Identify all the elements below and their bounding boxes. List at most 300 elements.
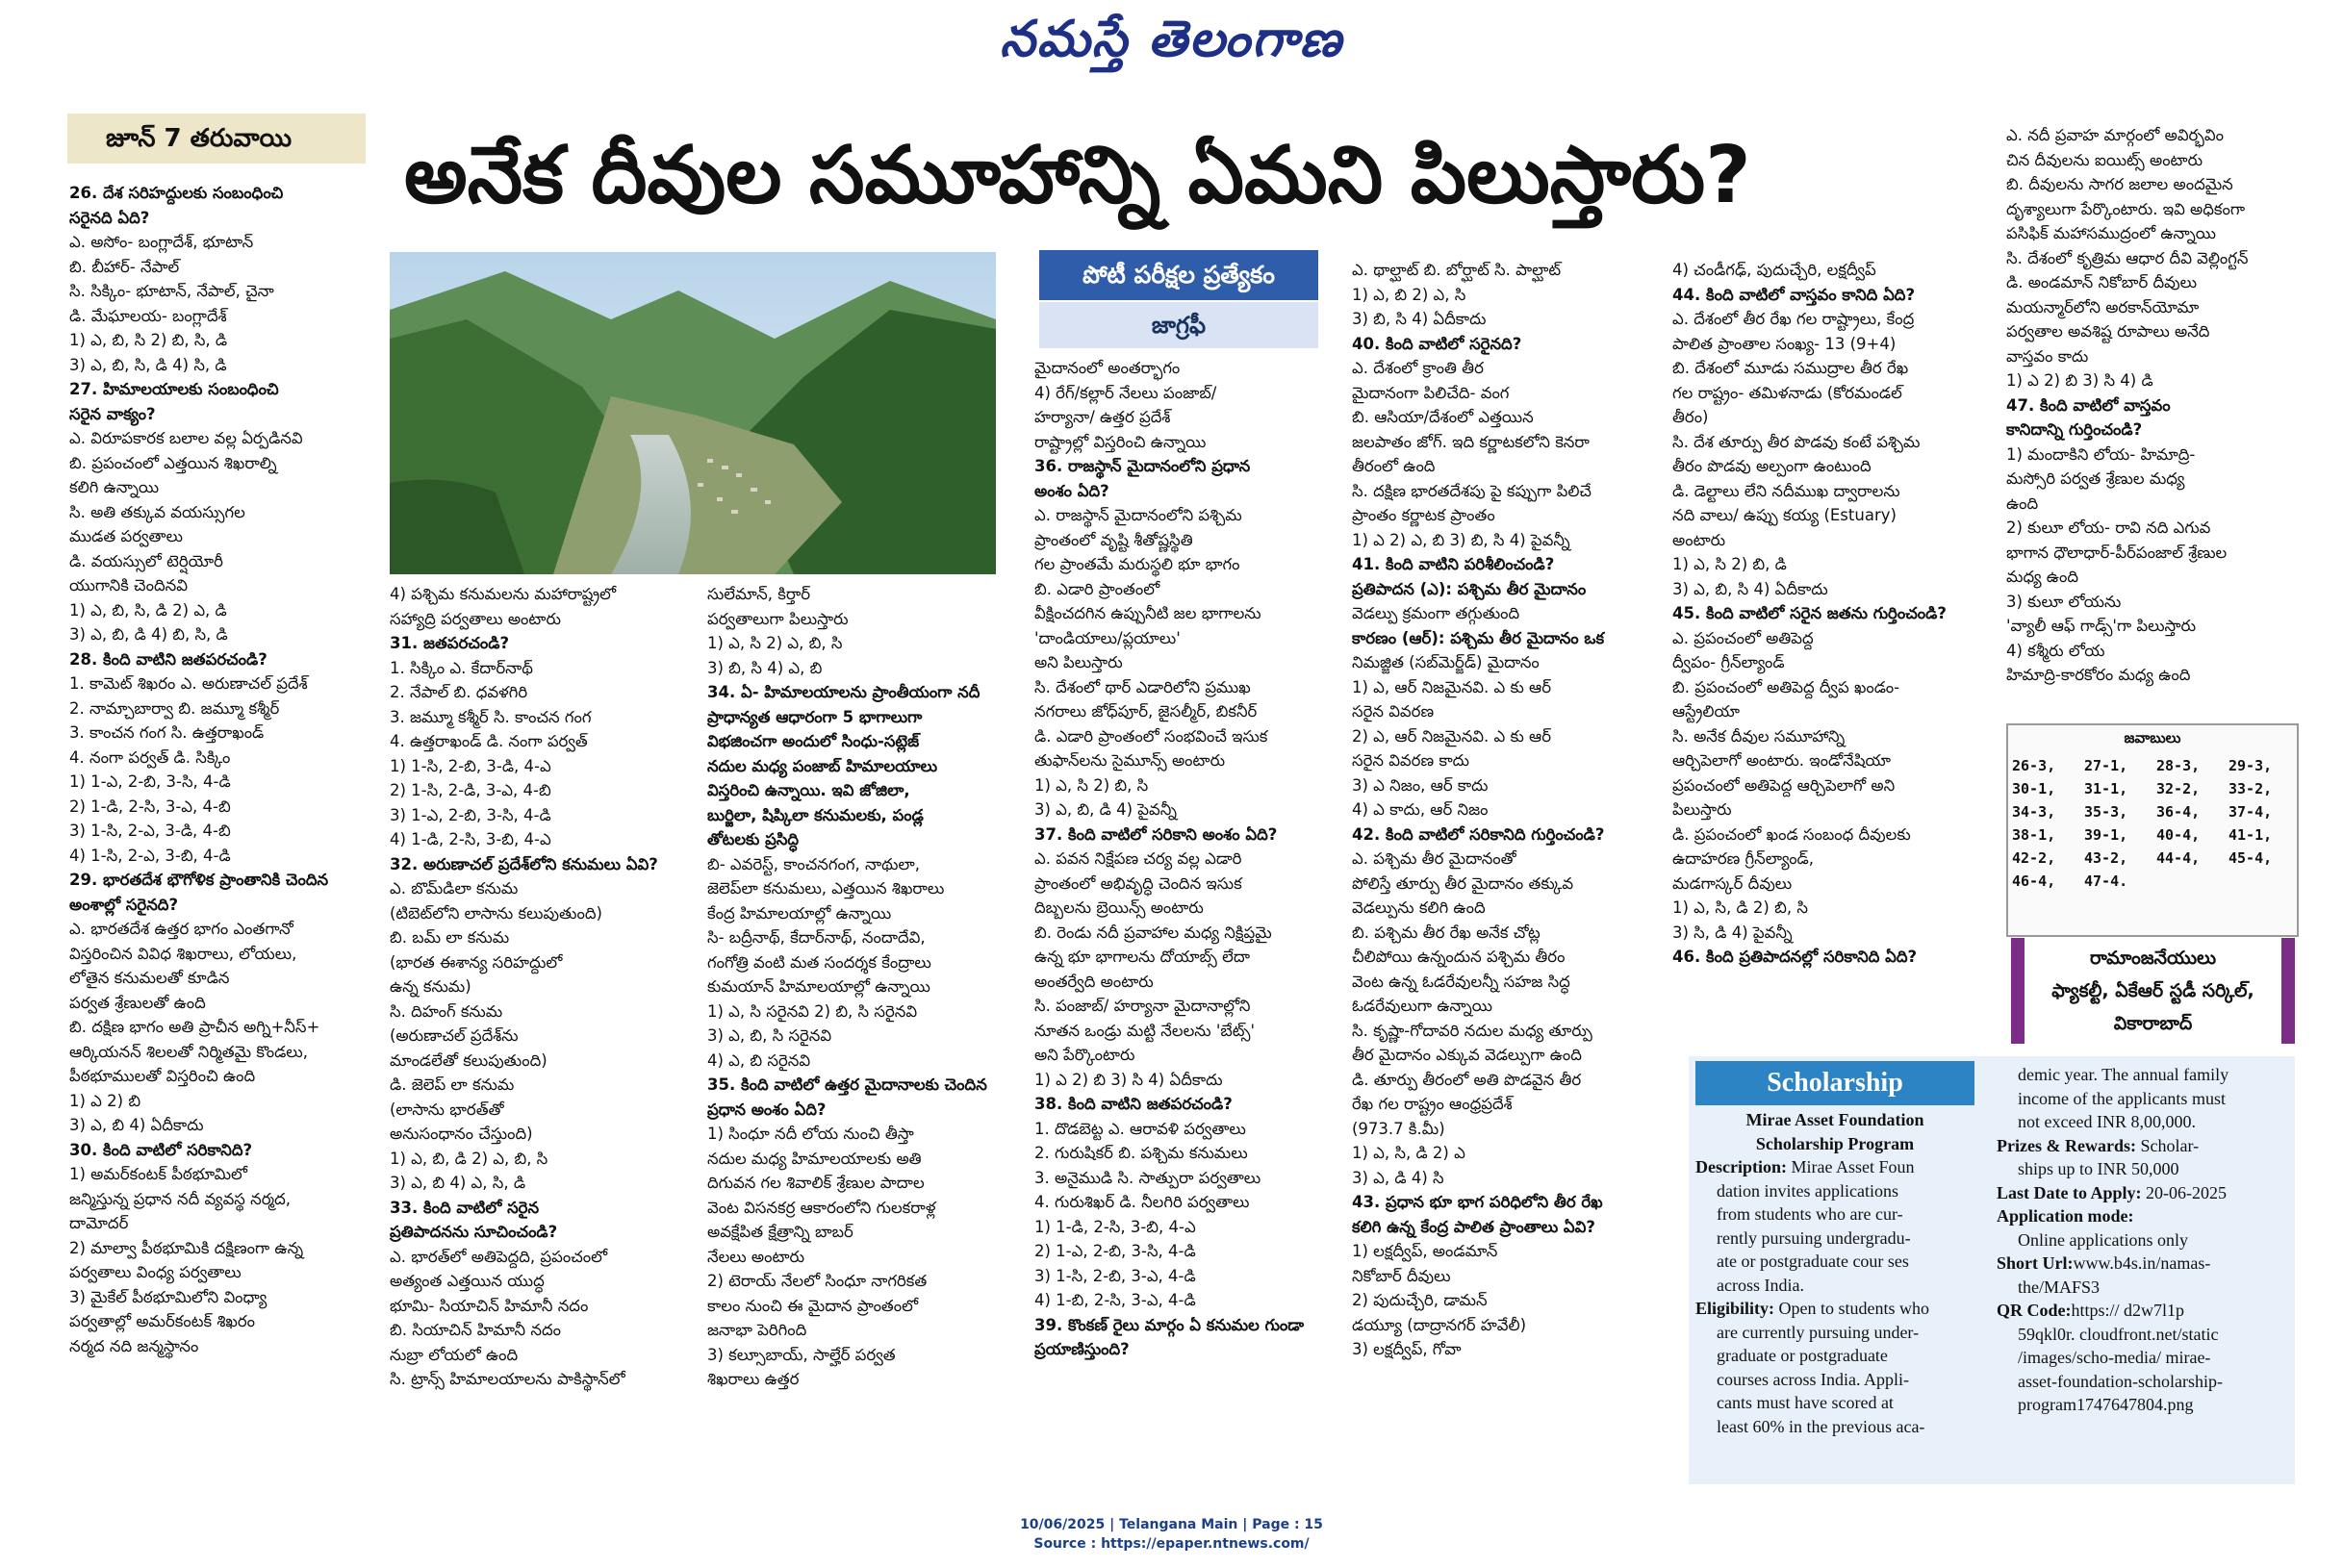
text-line: 1) ఎ 2) ఎ, బి 3) బి, సి 4) పైవన్నీ: [1352, 530, 1570, 549]
text-line: వెడల్పును కలిగి ఉంది: [1352, 898, 1486, 917]
scholarship-line: graduate or postgraduate: [1717, 1346, 1888, 1365]
text-line: ప్రాంతంలో అభివృద్ధి చెందిన ఇసుక: [1034, 873, 1242, 893]
text-line: 1) ఎ 2) బి 3) సి 4) ఏదీకాదు: [1034, 1070, 1223, 1089]
text-line: డి. తూర్పు తీరంలో అతి పొడవైన తీర: [1352, 1070, 1582, 1089]
text-line: అంటారు: [1672, 530, 1726, 549]
scholarship-line: cants must have scored at: [1717, 1393, 1894, 1412]
text-line: ఎ. బొమ్‌డిలా కనుమ: [390, 879, 519, 898]
scholarship-line: QR Code:https:// d2w7l1p: [1997, 1301, 2185, 1320]
question-line: 40. కింది వాటిలో సరైనది?: [1352, 334, 1522, 353]
answer-cell: 37-4,: [2228, 803, 2273, 821]
text-line: ఎ. భారత్‌లో అతిపెద్దది, ప్రపంచంలో: [390, 1247, 608, 1266]
scholarship-line: Online applications only: [2018, 1229, 2188, 1250]
question-line: నదుల మధ్య పంజాబ్ హిమాలయాలు: [707, 756, 938, 775]
question-line: 30. కింది వాటిలో సరికానిది?: [69, 1140, 253, 1159]
text-line: 'దాండియాలు/ప్లయాలు': [1034, 628, 1181, 647]
text-line: నికోబార్ దీవులు: [1352, 1266, 1451, 1285]
answer-row: [2008, 800, 2297, 823]
question-line: 35. కింది వాటిలో ఉత్తర మైదానాలకు చెందిన: [707, 1075, 987, 1094]
scholarship-line: income of the applicants must: [2018, 1088, 2226, 1108]
text-line: 1) ఎ, సి 2) ఎ, బి, సి: [707, 634, 843, 652]
text-line: 3) బి, సి 4) ఏదీకాదు: [1352, 310, 1487, 328]
text-line: డి. ప్రపంచంలో ఖండ సంబంధ దీవులకు: [1672, 824, 1911, 844]
text-line: 1) లక్షద్వీప్, అండమాన్: [1352, 1242, 1498, 1260]
scholarship-line: ships up to INR 50,000: [2018, 1159, 2179, 1178]
text-line: నర్మద నది జన్మస్థానం: [69, 1336, 199, 1355]
text-column-2: [390, 582, 678, 1392]
text-line: 2. నేపాల్ బి. ధవళగిరి: [390, 683, 528, 701]
question-line: 39. కొంకణ్ రైలు మార్గం ఏ కనుమల గుండా: [1034, 1315, 1305, 1334]
text-line: 3) ఎ, బి, సి 4) ఏదీకాదు: [1672, 579, 1828, 598]
text-line: 4) 1-బి, 2-సి, 3-ఎ, 4-డి: [1034, 1291, 1196, 1309]
text-line: 2. గురుషికర్ బి. పశ్చిమ కనుమలు: [1034, 1144, 1248, 1162]
text-line: 3) ఎ, బి, సి సరైనవి: [707, 1026, 832, 1045]
text-line: భూమి- సియాచిన్ హిమానీ నదం: [390, 1296, 589, 1315]
text-line: 4) కశ్మీరు లోయ: [2006, 641, 2105, 660]
text-line: ఉన్న కనుమ): [390, 977, 471, 996]
text-line: సరైన వివరణ: [1352, 702, 1435, 721]
scholarship-line: Eligibility: Open to students who: [1695, 1299, 1930, 1318]
text-line: నుబ్రా లోయలో ఉంది: [390, 1345, 519, 1364]
text-line: 3) 1-సి, 2-ఎ, 3-డి, 4-బి: [69, 822, 231, 840]
text-line: 1. సిక్కిం ఎ. కేదార్‌నాథ్: [390, 658, 533, 677]
answer-cell: 31-1,: [2084, 780, 2128, 797]
scholarship-line: rently pursuing undergradu-: [1717, 1227, 1911, 1248]
text-line: ఉంది: [2006, 493, 2039, 513]
text-line: (భారత ఈశాన్య సరిహద్దులో: [390, 952, 563, 972]
text-line: కుమయాన్ హిమాలయాల్లో ఉన్నాయి: [707, 977, 930, 996]
text-line: మడగాస్కర్ దీవులు: [1672, 873, 1793, 893]
text-line: 3) సి, డి 4) పైవన్నీ: [1672, 923, 1793, 942]
text-line: ప్రపంచంలో అతిపెద్ద ఆర్చిపెలాగో అని: [1672, 775, 1896, 795]
text-line: 4) 1-డి, 2-సి, 3-బి, 4-ఎ: [390, 830, 551, 848]
text-line: యుగానికి చెందినవి: [69, 576, 188, 594]
text-line: వెంట ఉన్న ఓడరేవులన్నీ సహజ సిద్ధ: [1352, 972, 1570, 991]
text-line: దిగువన గల శివాలిక్ శ్రేణుల పాదాల: [707, 1174, 925, 1192]
question-line: 38. కింది వాటిని జతపరచండి?: [1034, 1095, 1233, 1113]
text-line: 2) 1-సి, 2-డి, 3-ఎ, 4-బి: [390, 781, 551, 799]
text-line: సి. అనేక దీవుల సమూహాన్ని: [1672, 726, 1846, 746]
valley-photo: [390, 252, 996, 574]
text-line: సులేమాన్, కిర్తార్: [707, 585, 811, 603]
text-line: డి. వయస్సులో టెర్షియోరీ: [69, 551, 223, 570]
question-line: 45. కింది వాటిలో సరైన జతను గుర్తించండి?: [1672, 604, 1947, 622]
text-line: 1) ఎ, సి సరైనవి 2) బి, సి సరైనవి: [707, 1001, 918, 1021]
text-line: నేలలు అంటారు: [707, 1247, 805, 1266]
valley-photo-icon: [390, 252, 996, 574]
text-line: ఎ. అసోం- బంగ్లాదేశ్, భూటాన్: [69, 233, 254, 251]
scholarship-line: demic year. The annual family: [2018, 1065, 2229, 1084]
text-line: 1. దొడబెట్ట ఎ. ఆరావళి పర్వతాలు: [1034, 1119, 1246, 1138]
text-line: పర్వతాల అవశిష్ట రూపాలు అనేది: [2006, 322, 2210, 341]
article-headline: అనేక దీవుల సమూహాన్ని ఏమని పిలుస్తారు?: [404, 130, 1751, 221]
text-line: రాష్ట్రాల్లో విస్తరించి ఉన్నాయి: [1034, 432, 1207, 451]
text-line: సి. పంజాబ్/ హర్యానా మైదానాల్లోని: [1034, 997, 1251, 1015]
text-line: 1) ఎ, బి 2) ఎ, సి: [1352, 285, 1466, 304]
question-line: 32. అరుణాచల్ ప్రదేశ్‌లోని కనుమలు ఏవి?: [390, 854, 658, 873]
text-line: బి- ఎవరెస్ట్, కాంచనగంగ, నాథులా,: [707, 854, 920, 873]
text-line: 3) ఎ, బి 4) ఎ, సి, డి: [390, 1174, 526, 1192]
text-line: 2) మాల్వా పీఠభూమికి దక్షిణంగా ఉన్న: [69, 1238, 304, 1257]
text-line: బి. సియాచిన్ హిమానీ నదం: [390, 1321, 561, 1339]
text-line: వెంట విసనకర్ర ఆకారంలోని గులకరాళ్ల: [707, 1198, 936, 1217]
scholarship-left-column: [1695, 1108, 1974, 1438]
text-line: పర్వతాల్లో అమర్‌కంటక్ శిఖరం: [69, 1312, 256, 1330]
question-line: ప్రధాన అంశం ఏది?: [707, 1100, 827, 1119]
question-line: 41. కింది వాటిని పరిశీలించండి?: [1352, 555, 1555, 573]
text-line: తీరంలో ఉంది: [1352, 457, 1436, 475]
text-line: మస్సోరి పర్వత శ్రేణుల మధ్య: [2006, 469, 2185, 488]
text-line: 2) ఎ, ఆర్ నిజమైనవి. ఎ కు ఆర్: [1352, 726, 1551, 746]
text-line: మాండలేతో కలుపుతుంది): [390, 1050, 548, 1070]
text-line: పర్వతాలుగా పిలుస్తారు: [707, 609, 849, 628]
text-line: మధ్య ఉంది: [2006, 568, 2078, 586]
text-line: విస్తరించిన వివిధ శిఖరాలు, లోయలు,: [69, 944, 297, 963]
text-line: 1) 1-సి, 2-బి, 3-డి, 4-ఎ: [390, 756, 551, 775]
text-line: 1) ఎ, బి, సి 2) బి, సి, డి: [69, 331, 228, 349]
text-line: బి. దీవులను సాగర జలాల అందమైన: [2006, 175, 2233, 193]
question-line: అంశం ఏది?: [1034, 481, 1109, 500]
text-line: ప్రాంతం కర్ణాటక ప్రాంతం: [1352, 506, 1495, 524]
answer-key-title: జవాబులు: [2124, 729, 2181, 746]
question-line: 34. ఏ- హిమాలయాలను ప్రాంతీయంగా నదీ: [707, 683, 980, 701]
text-line: పాలిత ప్రాంతాల సంఖ్య- 13 (9+4): [1672, 334, 1897, 353]
question-line: 44. కింది వాటిలో వాస్తవం కానిది ఏది?: [1672, 285, 1916, 304]
text-line: డి. మేఘాలయ- బంగ్లాదేశ్: [69, 306, 227, 325]
scholarship-line: Description: Mirae Asset Foun: [1695, 1157, 1915, 1176]
answer-cell: 47-4.: [2084, 873, 2128, 890]
scholarship-line: Application mode:: [1997, 1206, 2134, 1226]
continuation-label: జూన్ 7 తరువాయి: [67, 114, 366, 164]
text-line: ఎ. ప్రపంచంలో అతిపెద్ద: [1672, 628, 1814, 647]
answer-cell: 32-2,: [2156, 780, 2201, 797]
text-line: 4) పశ్చిమ కనుమలను మహారాష్ట్రలో: [390, 585, 617, 603]
scholarship-line: /images/scho-media/ mirae-: [2018, 1348, 2211, 1367]
author-location: వికారాబాద్: [2113, 1013, 2193, 1034]
answer-cell: 29-3,: [2228, 757, 2273, 774]
text-line: ఎ. విరూపకారక బలాల వల్ల ఏర్పడినవి: [69, 429, 303, 447]
scholarship-line: Scholarship Program: [1755, 1133, 1915, 1153]
answer-cell: 36-4,: [2156, 803, 2201, 821]
answer-cell: 28-3,: [2156, 757, 2201, 774]
text-line: డి. డెల్టాలు లేని నదీముఖ ద్వారాలను: [1672, 481, 1900, 500]
text-line: 'వ్యాలీ ఆఫ్ గాడ్స్'గా పిలుస్తారు: [2006, 617, 2197, 635]
question-line: 31. జతపరచండి?: [390, 634, 510, 652]
text-line: 3) ఎ, బి 4) ఏదీకాదు: [69, 1116, 204, 1134]
answer-cell: 42-2,: [2012, 849, 2056, 867]
text-line: బి. బీహార్- నేపాల్: [69, 257, 180, 276]
text-line: 1) ఎ 2) బి: [69, 1091, 141, 1110]
question-line: 36. రాజస్థాన్ మైదానంలోని ప్రధాన: [1034, 457, 1251, 475]
text-line: 2) టెరాయ్ నేలలో సింధూ నాగరికత: [707, 1272, 928, 1290]
text-line: 1) ఎ, సి, డి 2) ఎ: [1352, 1144, 1465, 1162]
question-line: 27. హిమాలయాలకు సంబంధించి: [69, 380, 279, 398]
text-line: 2) కులూ లోయ- రావి నది ఎగువ: [2006, 518, 2211, 537]
text-line: 1) ఎ, సి, డి 2) బి, సి: [1672, 898, 1808, 917]
answer-cell: 27-1,: [2084, 757, 2128, 774]
text-line: 3) 1-సి, 2-బి, 3-ఎ, 4-డి: [1034, 1266, 1196, 1285]
text-line: ఆర్చిపెలాగో అంటారు. ఇండోనేషియా: [1672, 751, 1892, 770]
text-line: మయన్మార్‌లోని అరకాన్‌యోమా: [2006, 297, 2200, 316]
answer-key-box: [2006, 723, 2299, 937]
text-line: 2. నామ్చాబార్వా బి. జమ్మూ కశ్మీర్: [69, 698, 280, 718]
text-line: 4) ఎ, బి సరైనవి: [707, 1050, 811, 1070]
text-line: ఎ. భారతదేశ ఉత్తర భాగం ఎంతగానో: [69, 920, 293, 938]
text-line: అని పేర్కొంటారు: [1034, 1046, 1135, 1064]
text-line: 3. కాంచన గంగ సి. ఉత్తరాఖండ్: [69, 723, 265, 742]
text-line: సి. ట్రాన్స్ హిమాలయాలను పాకిస్థాన్‌లో: [390, 1370, 625, 1388]
text-line: 1) ఎ, సి 2) బి, సి: [1034, 775, 1149, 795]
text-line: పర్వత శ్రేణులతో ఉంది: [69, 993, 206, 1012]
text-line: 3) ఎ, బి, డి 4) బి, సి, డి: [69, 625, 228, 644]
scholarship-line: across India.: [1717, 1275, 1804, 1295]
text-line: 4) 1-సి, 2-ఎ, 3-బి, 4-డి: [69, 846, 231, 865]
text-line: ఉదాహరణ గ్రీన్‌ల్యాండ్,: [1672, 849, 1815, 868]
text-line: అత్యంత ఎత్తయిన యుద్ధ: [390, 1272, 545, 1290]
scholarship-right-column: [1997, 1063, 2285, 1417]
text-line: లోతైన కనుమలతో కూడిన: [69, 969, 230, 987]
text-line: మైదానంగా పిలిచేది- వంగ: [1352, 383, 1510, 402]
text-line: నూతన ఒండ్రు మట్టి నేలలను 'బేట్స్': [1034, 1021, 1255, 1040]
text-line: పోలిస్తే తూర్పు తీర మైదానం తక్కువ: [1352, 873, 1574, 893]
question-line: కలిగి ఉన్న కేంద్ర పాలిత ప్రాంతాలు ఏవి?: [1352, 1217, 1595, 1236]
answer-cell: 38-1,: [2012, 826, 2056, 844]
text-line: తీరం పొడవు అల్పంగా ఉంటుంది: [1672, 457, 1872, 475]
question-line: ప్రయాణిస్తుంది?: [1034, 1340, 1130, 1358]
question-line: అంశాల్లో సరైనది?: [69, 895, 179, 914]
text-line: సి. సిక్కిం- భూటాన్, నేపాల్, చైనా: [69, 282, 274, 300]
text-line: సి. అతి తక్కువ వయస్సుగల: [69, 502, 245, 521]
text-line: 4) రేగ్/కల్లార్ నేలలు పంజాబ్/: [1034, 383, 1217, 402]
answer-row: [2008, 754, 2297, 777]
text-line: సహ్యాద్రి పర్వతాలు అంటారు: [390, 609, 561, 628]
text-line: 3) ఎ, డి 4) సి: [1352, 1168, 1444, 1187]
text-line: నదుల మధ్య హిమాలయాలకు అతి: [707, 1149, 922, 1168]
text-line: డి. ఎడారి ప్రాంతంలో సంభవించే ఇసుక: [1034, 726, 1268, 746]
text-line: 1) ఎ, బి, డి 2) ఎ, బి, సి: [390, 1149, 548, 1168]
text-line: బి. రెండు నదీ ప్రవాహాల మధ్య నిక్షిప్తమై: [1034, 923, 1272, 942]
text-line: హర్యానా/ ఉత్తర ప్రదేశ్: [1034, 408, 1171, 426]
text-line: అంతర్వేది అంటారు: [1034, 972, 1154, 991]
footer-source: Source : https://epaper.ntnews.com/: [1033, 1536, 1310, 1552]
text-line: 3. జమ్మూ కశ్మీర్ సి. కాంచన గంగ: [390, 707, 592, 726]
question-line: 28. కింది వాటిని జతపరచండి?: [69, 649, 267, 669]
scholarship-line: ate or postgraduate cour ses: [1717, 1252, 1909, 1271]
text-line: పసిఫిక్ మహాసముద్రంలో ఉన్నాయి: [2006, 224, 2216, 242]
text-line: 3) బి, సి 4) ఎ, బి: [707, 658, 823, 677]
answer-cell: 35-3,: [2084, 803, 2128, 821]
question-line: ప్రతిపాదనను సూచించండి?: [390, 1223, 558, 1241]
scholarship-line: least 60% in the previous aca-: [1717, 1416, 1925, 1436]
text-line: దామోదర్: [69, 1214, 129, 1232]
text-column-5: [1352, 258, 1669, 1362]
question-line: ప్రతిపాదన (ఎ): పశ్చిమ తీర మైదానం: [1352, 579, 1587, 598]
text-line: (అరుణాచల్ ప్రదేశ్‌ను: [390, 1026, 519, 1045]
text-line: సి- బద్రీనాథ్, కేదార్‌నాథ్, నందాదేవి,: [707, 928, 926, 947]
text-line: సి. దక్షిణ భారతదేశపు పై కప్పుగా పిలిచే: [1352, 481, 1592, 500]
question-line: 47. కింది వాటిలో వాస్తవం: [2006, 395, 2171, 415]
text-line: 1) 1-ఎ, 2-బి, 3-సి, 4-డి: [69, 772, 231, 791]
text-line: 1) మందాకిని లోయ- హిమాద్రి-: [2006, 444, 2196, 464]
text-line: సి. దిహంగ్ కనుమ: [390, 1001, 503, 1021]
text-line: గల రాష్ట్రం- తమిళనాడు (కోరమండల్: [1672, 383, 1902, 402]
text-line: తుఫాన్‌లను సైమూన్స్ అంటారు: [1034, 751, 1226, 770]
text-line: నది వాలు/ ఉప్పు కయ్య (Estuary): [1672, 506, 1897, 524]
answer-cell: [2152, 870, 2225, 893]
text-line: ఎ. రాజస్థాన్ మైదానంలోని పశ్చిమ: [1034, 506, 1242, 524]
text-line: శిఖరాలు ఉత్తర: [707, 1370, 800, 1388]
text-line: ఎ. పవన నిక్షేపణ చర్య వల్ల ఎడారి: [1034, 849, 1242, 868]
answer-cell: 40-4,: [2156, 826, 2201, 844]
text-line: అవక్షేపిత క్షేత్రాన్ని బాబర్: [707, 1223, 853, 1241]
answer-cell: 43-2,: [2084, 849, 2128, 867]
text-line: 2) పుదుచ్చేరి, డామన్: [1352, 1291, 1488, 1309]
text-line: 3) కల్సూబాయ్, సాల్హేర్ పర్వత: [707, 1345, 896, 1364]
text-line: ఎ. థాల్ఘాట్ బి. బోర్ఘాట్ సి. పాల్ఘాట్: [1352, 261, 1562, 279]
text-line: బి. ఎడారి ప్రాంతంలో: [1034, 579, 1160, 598]
answer-cell: 34-3,: [2012, 803, 2056, 821]
scholarship-line: Short Url:www.b4s.in/namas-: [1997, 1253, 2211, 1273]
scholarship-line: from students who are cur-: [1717, 1204, 1903, 1224]
text-line: 1. కామెట్ శిఖరం ఎ. అరుణాచల్ ప్రదేశ్: [69, 674, 308, 693]
text-line: సి. దేశంలో థార్ ఎడారిలోని ప్రముఖ: [1034, 677, 1251, 696]
text-line: పిలుస్తారు: [1672, 800, 1732, 819]
question-line: విస్తరించి ఉన్నాయి. ఇవి జోజిలా,: [707, 781, 910, 799]
text-line: అనుసంధానం చేస్తుంది): [390, 1125, 533, 1143]
text-line: గంగోత్రి వంటి మత సందర్శక కేంద్రాలు: [707, 952, 931, 972]
text-line: 1) సింధూ నదీ లోయ నుంచి తీస్తా: [707, 1125, 914, 1143]
text-line: రేఖ గల రాష్ట్రం ఆంధ్రప్రదేశ్: [1352, 1095, 1513, 1113]
text-line: 4. ఉత్తరాఖండ్ డి. నంగా పర్వత్: [390, 732, 588, 750]
section-tag-geography: జాగ్రఫీ: [1039, 302, 1318, 348]
answer-row: [2008, 870, 2297, 893]
text-line: (లాసాను భారత్‌తో: [390, 1100, 504, 1119]
text-line: 4) ఎ కాదు, ఆర్ నిజం: [1352, 800, 1489, 819]
text-line: నగరాలు జోధ్‌పూర్, జైసల్మీర్, బికనీర్: [1034, 702, 1258, 721]
text-line: సరైన వివరణ కాదు: [1352, 751, 1469, 770]
question-line: 43. ప్రధాన భూ భాగ పరిధిలోని తీర రేఖ: [1352, 1193, 1603, 1211]
text-line: బి. దేశంలో మూడు సముద్రాల తీర రేఖ: [1672, 359, 1909, 377]
text-line: మైదానంలో అంతర్భాగం: [1034, 359, 1181, 377]
answer-cell: 45-4,: [2228, 849, 2273, 867]
question-line: 42. కింది వాటిలో సరికానిది గుర్తించండి?: [1352, 824, 1605, 844]
answer-row: [2008, 777, 2297, 800]
text-line: బి. పశ్చిమ తీర రేఖ అనేక చోట్ల: [1352, 923, 1541, 942]
newspaper-masthead: నమస్తే తెలంగాణ: [1000, 10, 1343, 68]
text-line: కేంద్ర హిమాలయాల్లో ఉన్నాయి: [707, 903, 892, 923]
text-column-1: [69, 181, 358, 1358]
text-line: 3) మైకేల్ పీఠభూమిలోని వింధ్యా: [69, 1287, 267, 1306]
text-line: 1) ఎ, బి, సి, డి 2) ఎ, డి: [69, 600, 227, 620]
question-line: ప్రాధాన్యత ఆధారంగా 5 భాగాలుగా: [707, 707, 923, 726]
text-line: బి. బమ్ లా కనుమ: [390, 928, 510, 947]
answer-cell: 46-4,: [2012, 873, 2056, 890]
text-line: 3) కులూ లోయను: [2006, 592, 2122, 611]
text-column-3: [707, 582, 996, 1392]
text-line: వీక్షించదగిన ఉప్పునీటి జల భాగాలను: [1034, 604, 1261, 622]
text-line: 4. నంగా పర్వత్ డి. సిక్కిం: [69, 747, 231, 767]
scholarship-line: program1747647804.png: [2018, 1395, 2194, 1414]
text-line: వాస్తవం కాదు: [2006, 346, 2089, 366]
author-name: రామాంజనేయులు: [2089, 948, 2217, 969]
text-line: ఎ. నదీ ప్రవాహ మార్గంలో అవిర్భవిం: [2006, 126, 2224, 144]
scholarship-line: not exceed INR 8,00,000.: [2018, 1112, 2196, 1131]
section-tag-competitive-exams: పోటీ పరీక్షల ప్రత్యేకం: [1039, 250, 1318, 300]
text-line: చిన దీవులను ఐయిట్స్ అంటారు: [2006, 150, 2203, 169]
question-line: బుర్జిలా, షిప్కిలా కనుమలకు, పండ్ల: [707, 805, 924, 824]
text-line: డి. అండమాన్ నికోబార్ దీవులు: [2006, 273, 2198, 291]
text-line: జెలెప్‌లా కనుమలు, ఎత్తయిన శిఖరాలు: [707, 879, 945, 898]
question-line: 29. భారతదేశ భౌగోళిక ప్రాంతానికి చెందిన: [69, 871, 329, 889]
scholarship-line: Mirae Asset Foundation: [1745, 1110, 1924, 1129]
text-line: జనాభా పెరిగింది: [707, 1321, 807, 1339]
text-line: 2) 1-ఎ, 2-బి, 3-సి, 4-డి: [1034, 1242, 1196, 1260]
scholarship-line: dation invites applications: [1717, 1180, 1898, 1201]
answer-cell: 41-1,: [2228, 826, 2273, 844]
question-line: 37. కింది వాటిలో సరికాని అంశం ఏది?: [1034, 824, 1278, 844]
scholarship-line: the/MAFS3: [2018, 1277, 2101, 1297]
text-line: జలపాతం జోగ్. ఇది కర్ణాటకలోని కెనరా: [1352, 432, 1590, 451]
question-line: సరైనది ఏది?: [69, 208, 150, 227]
text-line: దిబ్బలను బ్రెయిన్స్ అంటారు: [1034, 898, 1204, 917]
text-line: సి. దేశంలో కృత్రిమ ఆధార దీవి వెల్లింగ్టన్: [2006, 248, 2249, 267]
text-line: పర్వతాలు వింధ్య పర్వతాలు: [69, 1263, 242, 1281]
text-line: కాలం నుంచి ఈ మైదాన ప్రాంతంలో: [707, 1296, 919, 1315]
text-line: ఓడరేవులుగా ఉన్నాయి: [1352, 997, 1492, 1015]
answer-cell: 30-1,: [2012, 780, 2056, 797]
question-line: తోటలకు ప్రసిద్ధి: [707, 830, 800, 848]
answer-cell: 44-4,: [2156, 849, 2201, 867]
text-line: 1) 1-డి, 2-సి, 3-బి, 4-ఎ: [1034, 1217, 1196, 1236]
text-line: బి. ఆసియా/దేశంలో ఎత్తయిన: [1352, 408, 1534, 426]
author-role: ఫ్యాకల్టీ, ఏకేఆర్ స్టడీ సర్కిల్,: [2051, 980, 2254, 1001]
text-line: బి. దక్షిణ భాగం అతి ప్రాచీన అగ్ని+నీస్+: [69, 1018, 320, 1036]
text-column-7: [2006, 123, 2314, 688]
scholarship-line: 59qkl0r. cloudfront.net/static: [2018, 1324, 2219, 1344]
footer-date-page: 10/06/2025 | Telangana Main | Page : 15: [1020, 1517, 1323, 1532]
text-line: సి. కృష్ణా-గోదావరి నదుల మధ్య తూర్పు: [1352, 1021, 1592, 1040]
scholarship-line: are currently pursuing under-: [1717, 1322, 1920, 1342]
text-line: 3) ఎ, బి, సి, డి 4) సి, డి: [69, 355, 227, 374]
scholarship-line: Last Date to Apply: 20-06-2025: [1997, 1182, 2228, 1202]
answer-cell: [2225, 870, 2297, 893]
text-line: 3. అనైముడి సి. సాత్పురా పర్వతాలు: [1034, 1168, 1261, 1187]
text-line: 3) 1-ఎ, 2-బి, 3-సి, 4-డి: [390, 805, 551, 824]
text-line: నిమజ్జిత (సబ్‌మెర్జ్‌డ్) మైదానం: [1352, 653, 1540, 671]
text-line: వెడల్పు క్రమంగా తగ్గుతుంది: [1352, 604, 1520, 622]
text-line: ఉన్న భూ భాగాలను దోయాబ్స్ లేదా: [1034, 948, 1250, 966]
scholarship-line: asset-foundation-scholarship-: [2018, 1371, 2223, 1391]
text-line: గల ప్రాంతమే మరుస్థలి భూ భాగం: [1034, 555, 1240, 573]
text-line: 2) 1-డి, 2-సి, 3-ఎ, 4-బి: [69, 797, 231, 816]
question-line: కారణం (ఆర్): పశ్చిమ తీర మైదానం ఒక: [1352, 628, 1605, 647]
question-line: 46. కింది ప్రతిపాదనల్లో సరికానిది ఏది?: [1672, 948, 1918, 966]
text-line: సి. దేశ తూర్పు తీర పొడవు కంటే పశ్చిమ: [1672, 432, 1921, 451]
text-line: 3) ఎ, బి, డి 4) పైవన్నీ: [1034, 800, 1177, 819]
text-line: డి. జెలెప్ లా కనుమ: [390, 1075, 515, 1094]
answer-cell: 33-2,: [2228, 780, 2273, 797]
text-line: 1) ఎ, ఆర్ నిజమైనవి. ఎ కు ఆర్: [1352, 677, 1551, 696]
text-line: జన్మిస్తున్న ప్రధాన నదీ వ్యవస్థ నర్మద,: [69, 1189, 292, 1208]
text-line: ఎ. దేశంలో తీర రేఖ గల రాష్ట్రాలు, కేంద్ర: [1672, 310, 1915, 328]
question-line: 33. కింది వాటిలో సరైన: [390, 1198, 540, 1217]
answer-row: [2008, 823, 2297, 847]
text-line: భాగాన ధౌలాధార్-పీర్‌పంజాల్ శ్రేణుల: [2006, 543, 2228, 562]
text-line: చీలిపోయి ఉన్నందున పశ్చిమ తీరం: [1352, 948, 1566, 966]
text-column-6: [1672, 258, 1990, 970]
text-line: డయ్యూ (దాద్రానగర్ హవేలీ): [1352, 1315, 1527, 1334]
answer-cell: 39-1,: [2084, 826, 2128, 844]
